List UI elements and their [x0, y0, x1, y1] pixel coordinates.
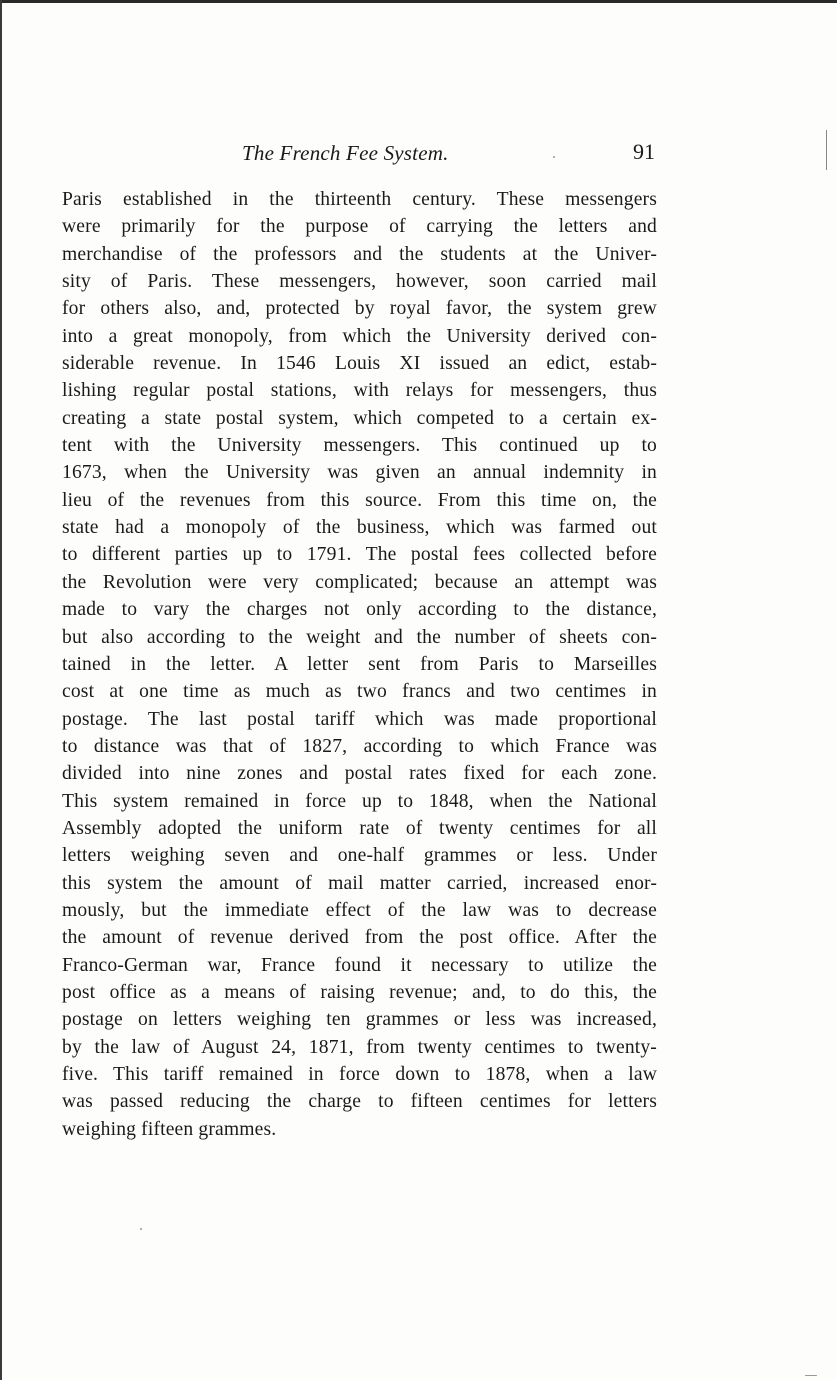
text-line: Paris established in the thirteenth century. These messengers [62, 189, 657, 210]
text-line: was passed reducing the charge to fifteen centimes for letters [62, 1091, 657, 1113]
text-line: were primarily for the purpose of carrying the letters and [62, 216, 657, 238]
text-line: the Revolution were very complicated; because an attempt was [62, 571, 657, 593]
text-line: 1673, when the University was given an annual indemnity in [62, 462, 657, 484]
scan-border-top [0, 0, 837, 3]
text-line: into a great monopoly, from which the University derived con- [62, 325, 657, 347]
text-line: tent with the University messengers. This continued up to [62, 435, 657, 457]
running-title: The French Fee System. [242, 141, 449, 165]
scan-speck [805, 1375, 817, 1376]
text-line: this system the amount of mail matter carried, increased enor- [62, 872, 657, 894]
text-line: the amount of revenue derived from the post office. After the [62, 927, 657, 949]
text-line: This system remained in force up to 1848, when the National [62, 790, 657, 812]
text-line: merchandise of the professors and the students at the Univer- [62, 243, 657, 265]
text-line: Franco-German war, France found it necessary to utilize the [62, 954, 657, 976]
text-line: to distance was that of 1827, according to which France was [62, 735, 657, 757]
page-number: 91 [633, 139, 655, 164]
text-line: five. This tariff remained in force down to 1878, when a law [62, 1064, 657, 1085]
text-line: but also according to the weight and the number of sheets con- [62, 626, 657, 648]
text-line: state had a monopoly of the business, which was farmed out [62, 517, 657, 539]
text-line: tained in the letter. A letter sent from Paris to Marseilles [62, 653, 657, 675]
text-line: post office as a means of raising revenue; and, to do this, the [62, 981, 657, 1003]
text-line: siderable revenue. In 1546 Louis XI issued an edict, estab- [62, 353, 657, 375]
text-line: mously, but the immediate effect of the law was to decrease [62, 899, 657, 921]
scan-border-left [0, 0, 2, 1380]
text-line: letters weighing seven and one-half grammes or less. Under [62, 845, 657, 867]
text-line: to different parties up to 1791. The postal fees collected before [62, 544, 657, 566]
scan-speck [553, 156, 555, 158]
page-header [62, 141, 657, 167]
text-line: lieu of the revenues from this source. From this time on, the [62, 489, 657, 511]
text-line: lishing regular postal stations, with relays for messengers, thus [62, 380, 657, 402]
scan-edge-mark [826, 130, 827, 170]
text-line: cost at one time as much as two francs and two centimes in [62, 681, 657, 703]
text-line: Assembly adopted the uniform rate of twenty centimes for all [62, 817, 657, 839]
text-line: postage on letters weighing ten grammes or less was increased, [62, 1009, 657, 1031]
text-line: made to vary the charges not only according to the distance, [62, 599, 657, 621]
text-line: postage. The last postal tariff which was made proportional [62, 708, 657, 730]
text-line: sity of Paris. These messengers, however, soon carried mail [62, 271, 657, 293]
text-line: creating a state postal system, which competed to a certain ex- [62, 407, 657, 429]
text-line: by the law of August 24, 1871, from twenty centimes to twenty- [62, 1036, 657, 1058]
text-line: divided into nine zones and postal rates fixed for each zone. [62, 763, 657, 785]
text-line-last: weighing fifteen grammes. [62, 1118, 277, 1140]
body-paragraph [62, 186, 657, 1143]
scan-speck [140, 1228, 142, 1230]
text-line: for others also, and, protected by royal favor, the system grew [62, 298, 657, 320]
